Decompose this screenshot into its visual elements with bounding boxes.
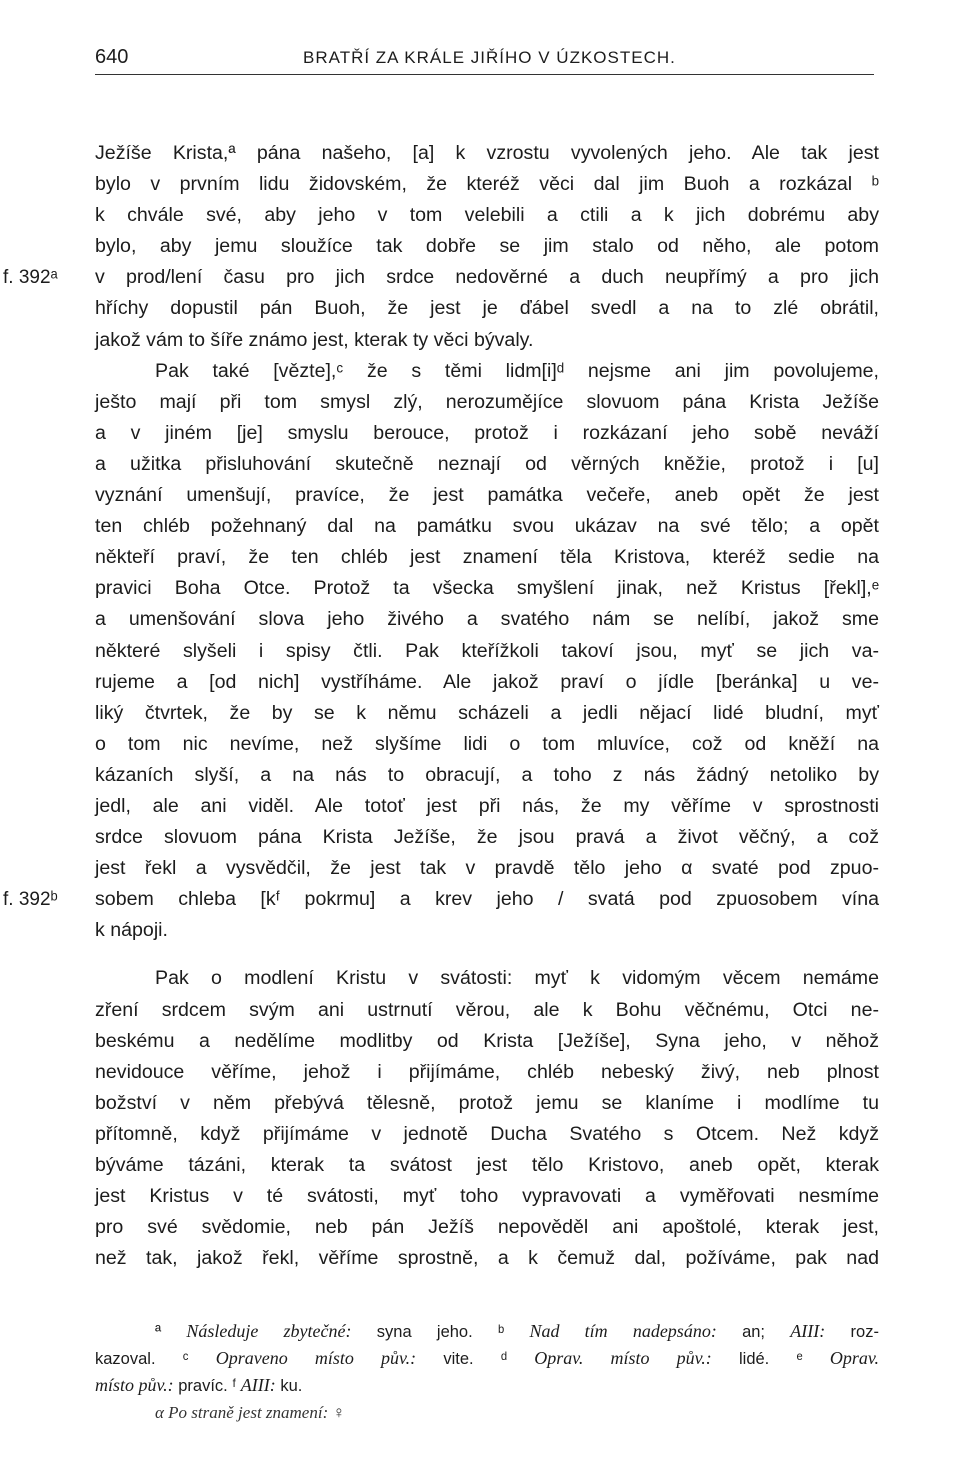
text-line: a užitka přisluhování skutečně neznají od věrných kněžie, protož i [u] xyxy=(95,452,879,475)
footnote-label: Oprav. xyxy=(829,1348,879,1368)
footnote-label: místo pův.: xyxy=(95,1375,174,1395)
text-line: některé slyšeli i spisy čtli. Pak kteřížkoli takoví jsou, myť se jich va- xyxy=(95,639,879,662)
text-line: srdce slovuom pána Krista Ježíše, že jsou pravá a život věčný, a což xyxy=(95,826,879,849)
footnote-text: vite. xyxy=(443,1350,474,1368)
running-title: BRATŘÍ ZA KRÁLE JIŘÍHO V ÚZKOSTECH. xyxy=(303,48,676,67)
text-line: jest Kristus v té svátosti, myť toho vypravovati a vyměřovati nesmíme xyxy=(95,1185,879,1208)
text-line: o tom nic nevíme, než slyšíme lidi o tom mluvíce, což od kněží na xyxy=(95,732,879,755)
margin-folio-ref: f. 392ᵇ xyxy=(3,889,58,911)
margin-folio-ref: f. 392ᵃ xyxy=(3,267,58,289)
footnote-label: Oprav. místo pův.: xyxy=(534,1348,712,1368)
text-line: bylo, aby jemu sloužíce tak dobře se jim stalo od něho, ale potom xyxy=(95,235,879,258)
footnote-line xyxy=(95,1372,879,1399)
body-text xyxy=(3,138,879,1274)
text-line: sobem chleba [kᶠ pokrmu] a krev jeho / svatá pod zpuosobem vína xyxy=(95,888,879,911)
footnote-text: lidé. xyxy=(739,1350,770,1368)
text-line: pravici Boha Otce. Protož ta všecka smyšlení jinak, než Kristus [řekl],ᵉ xyxy=(95,577,879,600)
footnote-line xyxy=(95,1345,879,1372)
text-line-with-margin-ref xyxy=(3,884,879,915)
page-header xyxy=(95,42,874,72)
page-number: 640 xyxy=(95,46,129,68)
text-line: beskému a nedělíme modlitby od Krista [Ježíše], Syna jeho, v něhož xyxy=(95,1029,879,1052)
text-line: jakož vám to šíře známo jest, kterak ty věci bývaly. xyxy=(95,328,534,351)
text-line: k chvále své, aby jeho v tom velebili a ctili a k jich dobrému aby xyxy=(95,204,879,227)
footnote-label: Nad tím nadepsáno: xyxy=(529,1321,717,1341)
text-line: někteří praví, že ten chléb jest znamení těla Kristova, kteréž sedie na xyxy=(95,546,879,569)
text-line: nevidouce věříme, jehož i přijímáme, chléb nebeský živý, neb plnost xyxy=(95,1060,879,1083)
footnote-label: AIII: xyxy=(790,1321,826,1341)
footnote-text: pravíc. xyxy=(178,1377,228,1395)
footnote-mark: ᵈ xyxy=(500,1350,508,1368)
text-line: Pak také [vězte],ᶜ že s těmi lidm[i]ᵈ nejsme ani jim povolujeme, xyxy=(155,359,879,382)
text-line: božství v něm přebývá tělesně, protož jemu se klaníme i modlíme tu xyxy=(95,1091,879,1114)
text-line: ješto mají při tom smysl zlý, nerozumějíce slovuom pána Krista Ježíše xyxy=(95,390,879,413)
footnote-line xyxy=(95,1318,879,1345)
text-line: zření srdcem svým ani ustrnutí věrou, ale k Bohu věčnému, Otci ne- xyxy=(95,998,879,1021)
text-line: kázaních slyší, a na nás to obracují, a toho z nás žádný netoliko by xyxy=(95,763,879,786)
text-line: vyznání umenšují, pravíce, že jest památka večeře, aneb opět že jest xyxy=(95,484,879,507)
text-line: a umenšování slova jeho živého a svatého nám se nelíbí, jakož sme xyxy=(95,608,879,631)
footnote-text: an; xyxy=(742,1323,766,1341)
footnote-mark: ᵉ xyxy=(796,1350,803,1368)
text-line: k nápoji. xyxy=(95,919,168,942)
footnote-text: syna jeho. xyxy=(376,1323,473,1341)
footnote-label: Následuje zbytečné: xyxy=(186,1321,352,1341)
text-line: než tak, jakož řekl, věříme sprostně, a k čemuž dal, požíváme, pak nad xyxy=(95,1247,879,1270)
footnotes xyxy=(95,1318,879,1427)
text-line: jedl, ale ani viděl. Ale totoť jest při nás, že my věříme v sprostnosti xyxy=(95,794,879,817)
text-line: a v jiném [je] smyslu berouce, protož i rozkázaní jeho sobě neváží xyxy=(95,421,879,444)
footnote-text: ku. xyxy=(280,1377,303,1395)
text-line: liký čtvrtek, že by se k němu scházeli a jedli nějací lidé bludní, myť xyxy=(95,701,879,724)
text-line-with-margin-ref xyxy=(3,262,879,293)
footnote-mark: ᵇ xyxy=(497,1323,505,1341)
footnote-label: Opraveno místo pův.: xyxy=(215,1348,417,1368)
text-line: pro své svědomie, neb pán Ježíš nepověděl ani apoštolé, kterak jest, xyxy=(95,1216,879,1239)
footnote-text: roz- xyxy=(850,1323,879,1341)
footnote-mark: ᶠ xyxy=(232,1377,237,1395)
text-line: přítomně, když přijímáme v jednotě Ducha Svatého s Otcem. Než když xyxy=(95,1122,879,1145)
footnote-mark: ª xyxy=(155,1323,162,1341)
text-line: ten chléb požehnaný dal na památku svou ukázav na své tělo; a opět xyxy=(95,515,879,538)
text-line: rujeme a [od nich] vystříháme. Ale jakož praví o jídle [beránka] u ve- xyxy=(95,670,879,693)
text-line: Ježíše Krista,ª pána našeho, [a] k vzrostu vyvolených jeho. Ale tak jest xyxy=(95,142,879,164)
footnote-alpha-note: α Po straně jest znamení: ♀ xyxy=(155,1403,346,1422)
text-line: hříchy dopustil pán Buoh, že jest je ďábel svedl a na to zlé obrátil, xyxy=(95,297,879,320)
text-line: Pak o modlení Kristu v svátosti: myť k vidomým věcem nemáme xyxy=(155,967,879,990)
text-line: býváme tázáni, kterak ta svátost jest tělo Kristovo, aneb opět, kterak xyxy=(95,1154,879,1176)
footnote-mark: ᶜ xyxy=(182,1350,189,1368)
footnote-label: AIII: xyxy=(240,1375,276,1395)
text-line: bylo v prvním lidu židovském, že kteréž věci dal jim Buoh a rozkázal ᵇ xyxy=(95,173,879,196)
header-rule xyxy=(95,74,874,75)
text-line: v prod/lení času pro jich srdce nedověrné a duch neupřímý a pro jich xyxy=(95,266,879,289)
text-line: jest řekl a vysvědčil, že jest tak v pravdě tělo jeho α svaté pod zpuo- xyxy=(95,857,879,880)
footnote-text: kazoval. xyxy=(95,1350,156,1368)
